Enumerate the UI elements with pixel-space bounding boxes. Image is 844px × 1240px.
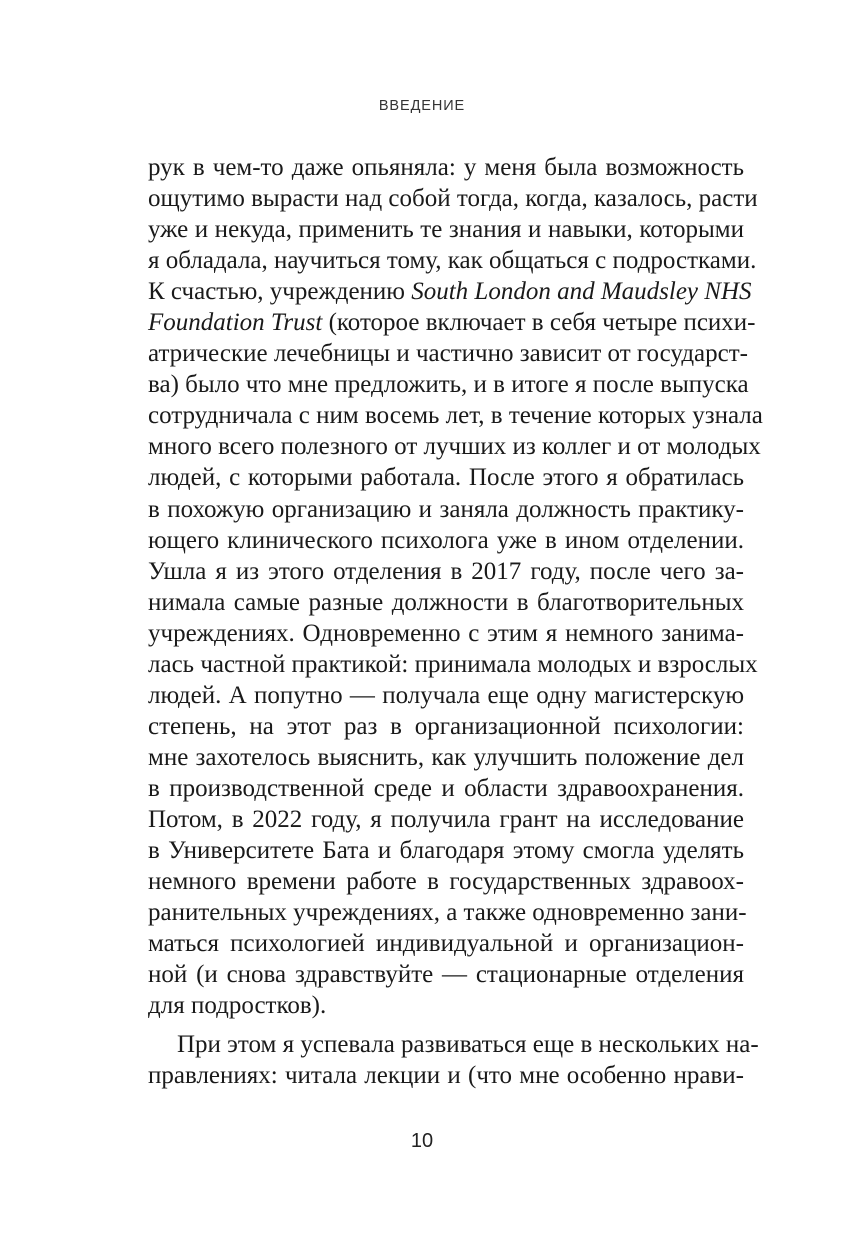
- text-line: много всего полезного от лучших из коллег и от молодых: [148, 433, 761, 461]
- text-line: лась частной практикой: принимала молодых и взрослых: [148, 650, 758, 678]
- text-fragment: (которое включает в себя четыре психи-: [322, 309, 756, 337]
- text-fragment: К счастью, учреждению: [148, 278, 412, 306]
- text-line: [148, 276, 752, 307]
- text-line: При этом я успевала развиваться еще в нескольких на-: [177, 1031, 759, 1059]
- text-line: нимала самые разные должности в благотворительных: [148, 588, 744, 616]
- text-line: людей, с которыми работала. После этого я обратилась: [148, 464, 744, 492]
- running-head: ВВЕДЕНИЕ: [378, 98, 466, 114]
- text-line: я обладала, научиться тому, как общаться с подростками.: [148, 247, 757, 275]
- organization-name: South London and Maudsley NHS: [411, 278, 752, 306]
- text-line: ранительных учреждениях, а также одновременно зани-: [148, 899, 747, 927]
- text-line: сотрудничала с ним восемь лет, в течение которых узнала: [148, 402, 763, 430]
- body-text: [148, 152, 763, 1091]
- text-line: степень, на этот раз в организационной психологии:: [148, 712, 744, 740]
- text-line: ва) было что мне предложить, и в итоге я после выпуска: [148, 371, 749, 399]
- text-line: в производственной среде и области здравоохранения.: [148, 774, 744, 802]
- organization-name: Foundation Trust: [148, 309, 323, 337]
- text-line: атрические лечебницы и частично зависит от государст-: [148, 340, 748, 368]
- paragraph-gap: [148, 1021, 744, 1029]
- text-line: правлениях: читала лекции и (что мне особенно нрави-: [148, 1062, 744, 1090]
- text-line: маться психологией индивидуальной и организацион-: [148, 930, 744, 958]
- text-line: ной (и снова здравствуйте — стационарные отделения: [148, 961, 744, 989]
- text-line: людей. А попутно — получала еще одну магистерскую: [148, 681, 744, 709]
- text-line: мне захотелось выяснить, как улучшить положение дел: [148, 743, 744, 771]
- page-number: 10: [410, 1130, 434, 1152]
- text-line: ощутимо вырасти над собой тогда, когда, казалось, расти: [148, 185, 758, 213]
- text-line: ющего клинического психолога уже в ином отделении.: [148, 526, 744, 554]
- text-line: уже и некуда, применить те знания и навыки, которыми: [148, 216, 744, 244]
- text-line: Потом, в 2022 году, я получила грант на исследование: [148, 805, 744, 833]
- text-line: [148, 307, 756, 338]
- text-line: немного времени работе в государственных здравоох-: [148, 868, 744, 896]
- text-line: Ушла я из этого отделения в 2017 году, после чего за-: [148, 557, 744, 585]
- text-line: учреждениях. Одновременно с этим я немного занима-: [148, 619, 744, 647]
- text-line: в похожую организацию и заняла должность практику-: [148, 495, 744, 523]
- text-line: в Университете Бата и благодаря этому смогла уделять: [148, 837, 744, 865]
- text-line: для подростков).: [148, 992, 327, 1020]
- text-line: рук в чем-то даже опьяняла: у меня была возможность: [148, 154, 744, 181]
